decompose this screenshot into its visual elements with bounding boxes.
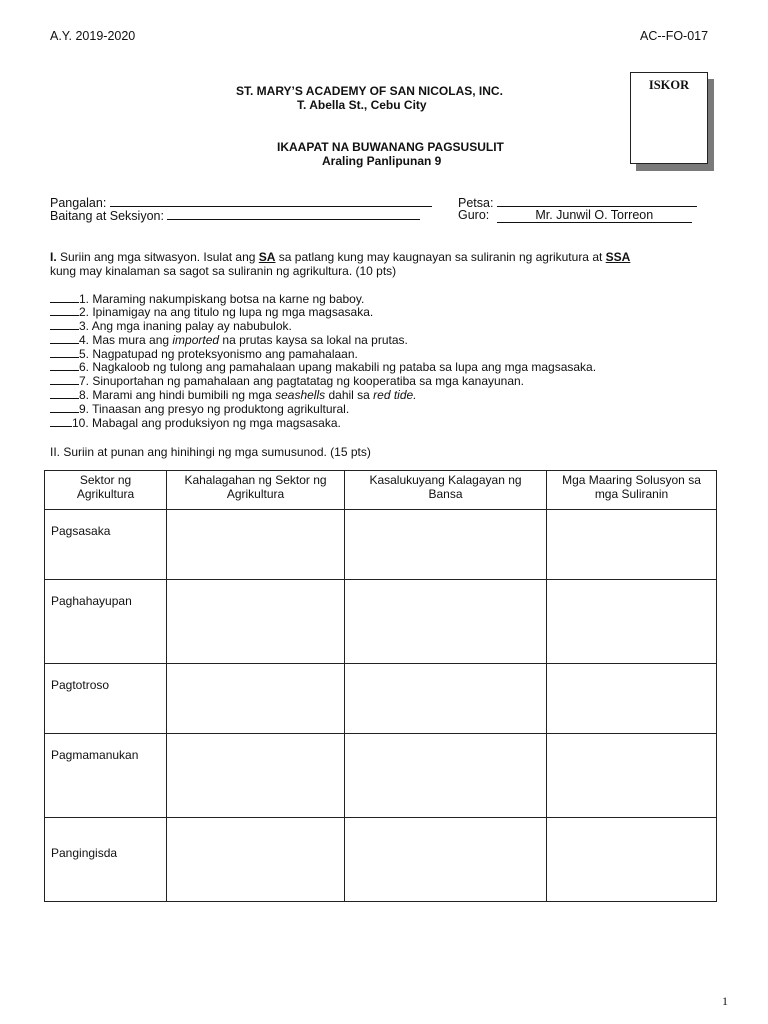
item-text: Ipinamigay na ang titulo ng lupa ng mga magsasaka. [89, 305, 374, 319]
list-item[interactable] [50, 319, 292, 333]
answer-cell[interactable] [167, 664, 345, 734]
item-number: 10. [72, 416, 89, 430]
table-row [45, 818, 717, 902]
list-item[interactable] [50, 374, 524, 388]
item-number: 9. [79, 402, 90, 416]
answer-cell[interactable] [547, 734, 717, 818]
part1-text-b: sa patlang kung may kaugnayan sa suliranin ng agrikutura at [275, 250, 606, 264]
answer-cell[interactable] [345, 510, 547, 580]
header-sector: Sektor ng Agrikultura [45, 471, 167, 510]
list-item[interactable] [50, 333, 408, 347]
academic-year: A.Y. 2019-2020 [50, 29, 136, 43]
sector-label: Pagmamanukan [51, 748, 139, 762]
school-address: T. Abella St., Cebu City [297, 98, 427, 112]
item-emphasis: imported [172, 333, 220, 347]
answer-cell[interactable] [547, 510, 717, 580]
item-text: Tinaasan ang presyo ng produktong agrikultural. [89, 402, 350, 416]
item-number: 4. [79, 333, 90, 347]
item-text: Mabagal ang produksiyon ng mga magsasaka. [88, 416, 341, 430]
list-item[interactable] [50, 416, 341, 430]
table-row [45, 734, 717, 818]
answer-cell[interactable] [547, 818, 717, 902]
item-text: Nagkaloob ng tulong ang pamahalaan upang makabili ng pataba sa lupa ang mga magsasaka. [89, 360, 597, 374]
list-item[interactable] [50, 360, 596, 374]
answer-blank[interactable] [50, 402, 79, 413]
item-text: Maraming nakumpiskang botsa na karne ng baboy. [89, 292, 365, 306]
page-number: 1 [722, 994, 728, 1008]
table-row [45, 580, 717, 664]
sector-label: Pangingisda [51, 846, 118, 860]
answer-blank[interactable] [50, 305, 79, 316]
answer-blank[interactable] [50, 347, 79, 358]
item-number: 7. [79, 374, 90, 388]
part1-instruction-line2: kung may kinalaman sa sagot sa suliranin ng agrikultura. (10 pts) [50, 264, 397, 278]
answer-blank[interactable] [50, 333, 79, 344]
answer-cell[interactable] [167, 818, 345, 902]
list-item[interactable] [50, 402, 349, 416]
item-number: 6. [79, 360, 90, 374]
item-text: Marami ang hindi bumibili ng mga [89, 388, 276, 402]
item-text: dahil sa [325, 388, 374, 402]
answer-blank[interactable] [50, 374, 79, 385]
name-blank[interactable] [110, 195, 432, 207]
item-number: 1. [79, 292, 90, 306]
sector-label: Pagsasaka [51, 524, 111, 538]
answer-cell[interactable] [345, 580, 547, 664]
table-row [45, 510, 717, 580]
part1-instruction-line1 [50, 250, 740, 264]
section-blank[interactable] [167, 208, 420, 220]
item-text: na prutas kaysa sa lokal na prutas. [219, 333, 408, 347]
sector-cell [45, 818, 167, 902]
item-number: 2. [79, 305, 90, 319]
sector-label: Pagtotroso [51, 678, 110, 692]
sector-cell [45, 510, 167, 580]
table-row [45, 664, 717, 734]
part1-text-a: Suriin ang mga sitwasyon. Isulat ang [56, 250, 259, 264]
answer-blank[interactable] [50, 360, 79, 371]
header-current-state: Kasalukuyang Kalagayan ng Bansa [345, 471, 547, 510]
form-code: AC--FO-017 [640, 29, 709, 43]
sector-label: Paghahayupan [51, 594, 132, 608]
list-item[interactable] [50, 292, 364, 306]
code-sa: SA [258, 250, 276, 264]
header-solutions: Mga Maaring Solusyon sa mga Suliranin [547, 471, 717, 510]
item-number: 8. [79, 388, 90, 402]
answer-cell[interactable] [345, 664, 547, 734]
teacher-field [458, 208, 692, 223]
part1-numeral: I. [50, 250, 57, 264]
answer-cell[interactable] [345, 818, 547, 902]
teacher-label: Guro: [458, 208, 490, 222]
answer-blank[interactable] [50, 292, 79, 303]
code-ssa: SSA [605, 250, 631, 264]
answer-blank[interactable] [50, 319, 79, 330]
item-emphasis: seashells [275, 388, 326, 402]
item-text: Ang mga inaning palay ay nabubulok. [89, 319, 292, 333]
answer-blank[interactable] [50, 416, 72, 427]
list-item[interactable] [50, 347, 358, 361]
part2-instruction: II. Suriin at punan ang hinihingi ng mga sumusunod. (15 pts) [50, 445, 371, 459]
list-item[interactable] [50, 388, 417, 402]
answer-cell[interactable] [345, 734, 547, 818]
section-label: Baitang at Seksiyon: [50, 209, 164, 223]
item-text: Sinuportahan ng pamahalaan ang pagtatatag ng kooperatiba sa mga kanayunan. [89, 374, 525, 388]
item-text: Nagpatupad ng proteksyonismo ang pamahalaan. [89, 347, 358, 361]
section-field[interactable] [50, 208, 420, 223]
answer-blank[interactable] [50, 388, 79, 399]
exam-title: IKAAPAT NA BUWANANG PAGSUSULIT [277, 140, 504, 154]
sector-cell [45, 734, 167, 818]
exam-subject: Araling Panlipunan 9 [322, 154, 442, 168]
answer-cell[interactable] [547, 580, 717, 664]
name-label: Pangalan: [50, 196, 107, 210]
item-emphasis: red tide. [373, 388, 417, 402]
score-label: ISKOR [648, 78, 690, 92]
answer-cell[interactable] [167, 510, 345, 580]
teacher-value: Mr. Junwil O. Torreon [497, 209, 692, 223]
sector-cell [45, 580, 167, 664]
date-blank[interactable] [497, 195, 697, 207]
answer-cell[interactable] [547, 664, 717, 734]
list-item[interactable] [50, 305, 373, 319]
date-label: Petsa: [458, 196, 494, 210]
item-text: Mas mura ang [89, 333, 173, 347]
item-number: 5. [79, 347, 90, 361]
table-header-row [45, 471, 717, 510]
school-name: ST. MARY’S ACADEMY OF SAN NICOLAS, INC. [236, 84, 503, 98]
answer-cell[interactable] [167, 580, 345, 664]
sector-cell [45, 664, 167, 734]
sector-table [44, 470, 717, 902]
header-importance: Kahalagahan ng Sektor ng Agrikultura [167, 471, 345, 510]
answer-cell[interactable] [167, 734, 345, 818]
item-number: 3. [79, 319, 90, 333]
